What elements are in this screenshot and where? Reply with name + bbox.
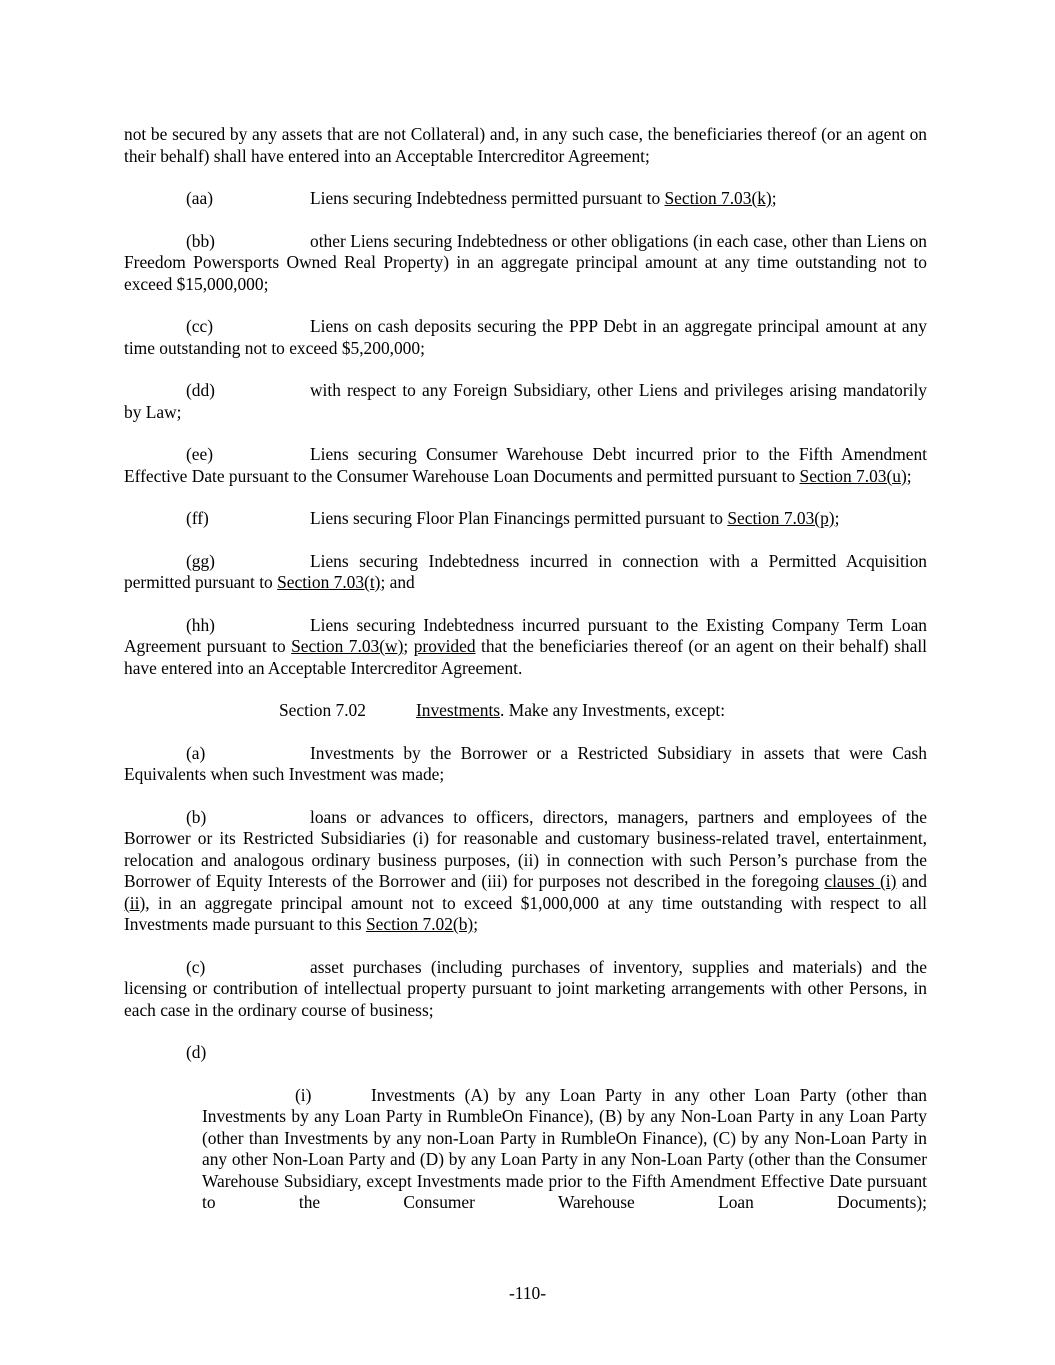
lien-clause-hh: (hh) Liens securing Indebtedness incurred pursuant to the Existing Company Term Loan Agreement pursuant to Section 7.03(w); provided that the beneficiaries thereof (or an agent on their behalf) shall have entered into an Acceptable Intercreditor Agreement. [124,614,927,678]
lien-clause-dd: (dd) with respect to any Foreign Subsidiary, other Liens and privileges arising mandatorily by Law; [124,380,927,422]
lien-clause-ff: (ff) Liens securing Floor Plan Financings permitted pursuant to Section 7.03(p); [186,508,840,528]
clause-label: (aa) [186,188,214,208]
lien-clause-ee: (ee) Liens securing Consumer Warehouse Debt incurred prior to the Fifth Amendment Effective Date pursuant to the Consumer Warehouse Loan Documents and permitted pursuant to Section 7.03(u); [124,444,927,486]
clause-label: (c) [186,956,206,977]
section-number: Section 7.02 [279,700,366,720]
investment-clause-d [124,1042,927,1064]
clause-label: (d) [186,1042,207,1062]
investment-subclause-d-i: (i) Investments (A) by any Loan Party in any other Loan Party (other than Investments by any Loan Party in RumbleOn Finance), (B) by any Non-Loan Party in any Loan Party (other than Investments by any non-Loan Party in RumbleOn Finance), (C) by any Non-Loan Party in any other Non-Loan Party and (D) by any Loan Party in any Non-Loan Party (other than the Consumer Warehouse Subsidiary, except Investments made prior to the Fifth Amendment Effective Date pursuant to the Consumer Warehouse Loan Documents); [202,1084,927,1212]
investment-clause-b: (b) loans or advances to officers, directors, managers, partners and employees of the Borrower or its Restricted Subsidiaries (i) for reasonable and customary business-related travel, entertainment, relocation and analogous ordinary business purposes, (ii) in connection with such Person’s purchase from the Borrower of Equity Interests of the Borrower and (iii) for purposes not described in the foregoing clauses (i) and (ii), in an aggregate principal amount not to exceed $1,000,000 at any time outstanding with respect to all Investments made pursuant to this Section 7.02(b); [124,806,927,934]
document-body [124,124,927,1214]
clause-reference: clauses (i) [824,871,897,891]
section-reference: Section 7.03(w) [291,636,404,656]
clause-label: (bb) [186,230,215,251]
clause-label: (gg) [186,550,215,571]
lien-clause-gg: (gg) Liens securing Indebtedness incurred in connection with a Permitted Acquisition permitted pursuant to Section 7.03(t); and [124,550,927,592]
subclause-label: (i) [295,1084,312,1105]
section-reference: Section 7.03(u) [799,465,907,486]
section-reference: Section 7.03(k) [664,188,772,208]
investment-clause-c: (c) asset purchases (including purchases of inventory, supplies and materials) and the licensing or contribution of intellectual property pursuant to joint marketing arrangements with other Persons, in each case in the ordinary course of business; [124,956,927,1020]
section-intro: . Make any Investments, except: [500,700,726,720]
clause-reference: (ii) [124,892,146,913]
clause-label: (ff) [186,508,209,528]
intro-paragraph: not be secured by any assets that are not Collateral) and, in any such case, the beneficiaries thereof (or an agent on their behalf) shall have entered into an Acceptable Intercreditor Agreement; [124,124,927,166]
lien-clause-bb: (bb) other Liens securing Indebtedness or other obligations (in each case, other than Liens on Freedom Powersports Owned Real Property) in an aggregate principal amount at any time outstanding not to exceed $15,000,000; [124,230,927,294]
section-heading [124,700,927,722]
lien-clause-cc: (cc) Liens on cash deposits securing the PPP Debt in an aggregate principal amount at any time outstanding not to exceed $5,200,000; [124,316,927,358]
clause-label: (ee) [186,444,214,464]
proviso-term: provided [413,636,476,656]
page-number: -110- [508,1283,547,1303]
section-reference: Section 7.03(p) [727,508,835,528]
investment-clause-a: (a) Investments by the Borrower or a Restricted Subsidiary in assets that were Cash Equivalents when such Investment was made; [124,742,927,784]
clause-label: (a) [186,742,206,763]
clause-label: (dd) [186,380,215,400]
clause-label: (cc) [186,316,214,336]
clause-label: (hh) [186,614,215,635]
clause-label: (b) [186,806,207,827]
section-title: Investments [416,700,501,720]
lien-clause-aa: (aa) Liens securing Indebtedness permitted pursuant to Section 7.03(k); [186,188,777,208]
section-reference: Section 7.03(t) [277,572,381,592]
section-reference: Section 7.02(b) [365,914,474,934]
